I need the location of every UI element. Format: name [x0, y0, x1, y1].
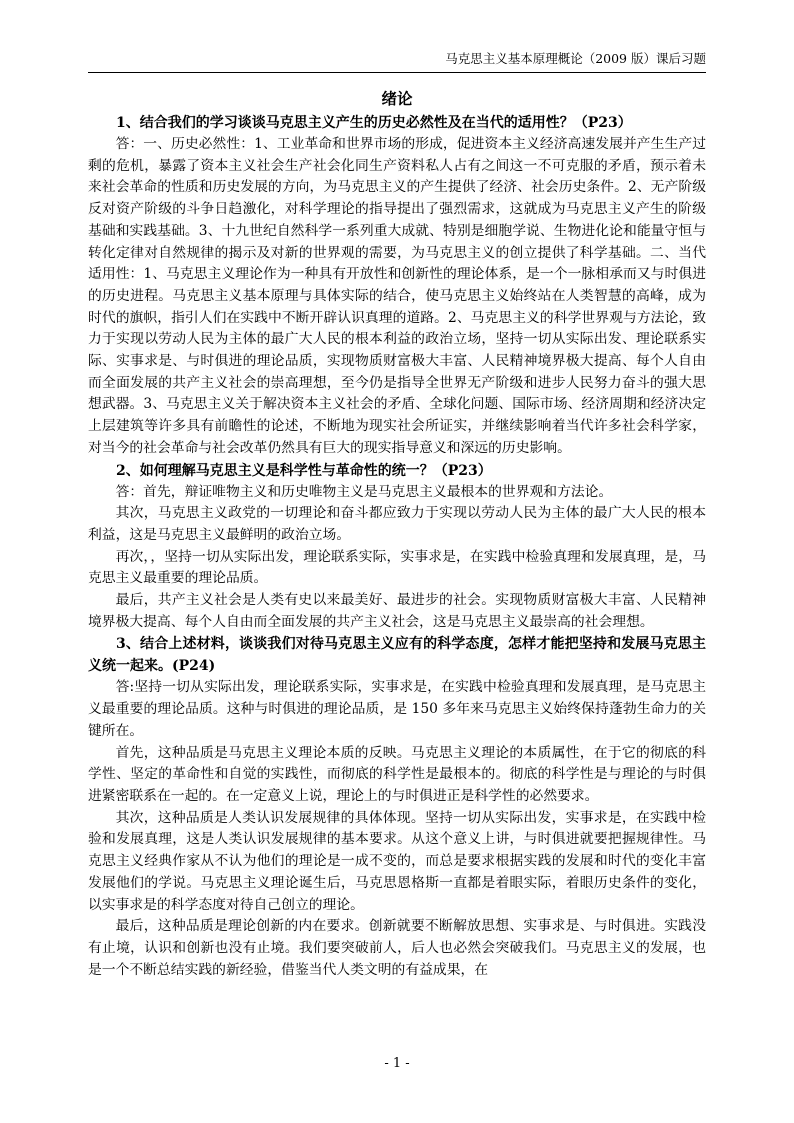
- page-number: - 1 -: [384, 1056, 410, 1071]
- question-1: 1、结合我们的学习谈谈马克思主义产生的历史必然性及在当代的适用性？（P23）: [116, 115, 632, 131]
- section-title: 绪论: [381, 89, 413, 108]
- answer-2-paragraph: 答：首先，辩证唯物主义和历史唯物主义是马克思主义最根本的世界观和方法论。: [115, 483, 613, 500]
- answer-3-paragraph: 其次，这种品质是人类认识发展规律的具体体现。坚持一切从实际出发，实事求是，在实践中检验和发展真理，这是人类认识发展规律的基本要求。从这个意义上讲，与时俱进就要把握规律性。马克思主义经典作家从不认为他们的理论是一成不变的，而总是要求根据实践的发展和时代的变化丰富发展他们的学说。马克思主义理论诞生后，马克思恩格斯一直都是着眼实际，着眼历史条件的变化，以实事求是的科学态度对待自己创立的理论。: [88, 809, 706, 913]
- document-body: [88, 84, 706, 981]
- answer-1: 答：一、历史必然性：1、工业革命和世界市场的形成，促进资本主义经济高速发展并产生生产过剩的危机，暴露了资本主义社会生产社会化同生产资料私人占有之间这一不可克服的矛盾，预示着未来社会革命的性质和历史发展的方向，为马克思主义的产生提供了经济、社会历史条件。2、无产阶级反对资产阶级的斗争日趋激化，对科学理论的指导提出了强烈需求，这就成为马克思主义产生的阶级基础和实践基础。3、十九世纪自然科学一系列重大成就、特别是细胞学说、生物进化论和能量守恒与转化定律对自然规律的揭示及对新的世界观的需要，为马克思主义的创立提供了科学基础。二、当代适用性：1、马克思主义理论作为一种具有开放性和创新性的理论体系，是一个一脉相承而又与时俱进的历史进程。马克思主义基本原理与具体实际的结合，使马克思主义始终站在人类智慧的高峰，成为时代的旗帜，指引人们在实践中不断开辟认识真理的道路。2、马克思主义的科学世界观与方法论，致力于实现以劳动人民为主体的最广大人民的根本利益的政治立场，坚持一切从实际出发、理论联系实际、实事求是、与时俱进的理论品质，实现物质财富极大丰富、人民精神境界极大提高、每个人自由而全面发展的共产主义社会的崇高理想，至今仍是指导全世界无产阶级和进步人民努力奋斗的强大思想武器。3、马克思主义关于解决资本主义社会的矛盾、全球化问题、国际市场、经济周期和经济决定上层建筑等许多具有前瞻性的论述，不断地为现实社会所证实，并继续影响着当代许多社会科学家，对当今的社会革命与社会改革仍然具有巨大的现实指导意义和深远的历史影响。: [88, 136, 706, 456]
- answer-3-paragraph: 答:坚持一切从实际出发，理论联系实际，实事求是，在实践中检验真理和发展真理，是马克思主义最重要的理论品质。这种与时俱进的理论品质，是 150 多年来马克思主义始终保持蓬勃生命力的关键所在。: [88, 679, 706, 739]
- answer-2-paragraph: 再次，，坚持一切从实际出发，理论联系实际，实事求是，在实践中检验真理和发展真理，是，马克思主义最重要的理论品质。: [88, 548, 706, 587]
- question-2: 2、如何理解马克思主义是科学性与革命性的统一？（P23）: [116, 462, 492, 479]
- answer-2-paragraph: 其次，马克思主义政党的一切理论和奋斗都应致力于实现以劳动人民为主体的最广大人民的根本利益，这是马克思主义最鲜明的政治立场。: [88, 505, 706, 543]
- answer-3-paragraph: 首先，这种品质是马克思主义理论本质的反映。马克思主义理论的本质属性，在于它的彻底的科学性、坚定的革命性和自觉的实践性，而彻底的科学性是最根本的。彻底的科学性是与理论的与时俱进紧密联系在一起的。在一定意义上说，理论上的与时俱进正是科学性的必然要求。: [88, 744, 706, 804]
- question-3: 3、结合上述材料，谈谈我们对待马克思主义应有的科学态度，怎样才能把坚持和发展马克思主义统一起来。(P24): [88, 636, 706, 675]
- answer-2-paragraph: 最后，共产主义社会是人类有史以来最美好、最进步的社会。实现物质财富极大丰富、人民精神境界极大提高、每个人自由而全面发展的共产主义社会，这是马克思主义最崇高的社会理想。: [88, 592, 706, 630]
- page-header: [88, 50, 706, 73]
- answer-3-paragraph: 最后，这种品质是理论创新的内在要求。创新就要不断解放思想、实事求是、与时俱进。实践没有止境，认识和创新也没有止境。我们要突破前人，后人也必然会突破我们。马克思主义的发展，也是一个不断总结实践的新经验，借鉴当代人类文明的有益成果，在: [88, 918, 706, 978]
- header-text: 马克思主义基本原理概论（2009 版）课后习题: [445, 51, 706, 66]
- page-footer: [0, 1056, 794, 1071]
